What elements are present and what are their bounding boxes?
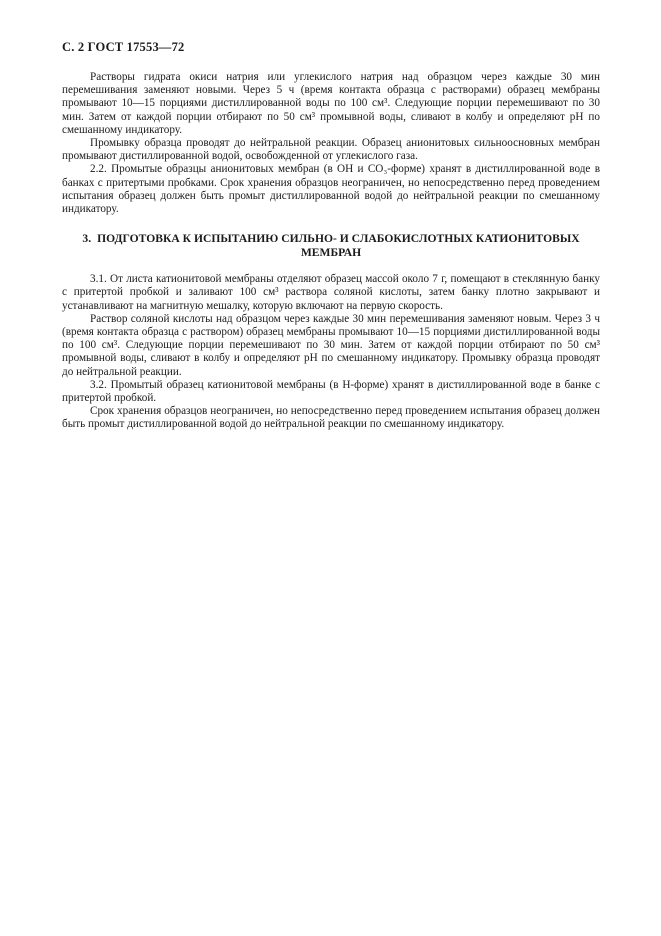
running-header: С. 2 ГОСТ 17553—72 xyxy=(62,40,185,54)
paragraph-3-2-storage: Срок хранения образцов неограничен, но непосредственно перед проведением испытания образец должен быть промыт дистиллированной водой до нейтральной реакции по смешанному индикатору. xyxy=(62,405,600,431)
paragraph-2-1-rinse: Промывку образца проводят до нейтральной реакции. Образец анионитовых сильноосновных мембран промывают дистиллированной водой, освобожденной от углекислого газа. xyxy=(62,137,600,163)
paragraph-3-1-continued: Раствор соляной кислоты над образцом через каждые 30 мин перемешивания заменяют новым. Через 3 ч (время контакта образца с раствором) образец мембраны промывают 10—15 порциями дистиллированной воды по 100 см³. Следующие порции перемешивают по 30 мин. Затем от каждой порции отбирают по 50 см³ промывной воды, сливают в колбу и определяют pH по смешанному индикатору. Промывку образца проводят до нейтральной реакции. xyxy=(62,312,600,378)
section-3-heading xyxy=(62,232,600,259)
document-body xyxy=(62,71,600,432)
paragraph-3-1: 3.1. От листа катионитовой мембраны отделяют образец массой около 7 г, помещают в стеклянную банку с притертой пробкой и заливают 100 см³ раствора соляной кислоты, затем банку плотно закрывают и устанавливают на магнитную мешалку, которую включают на первую скорость. xyxy=(62,273,600,312)
paragraph-2-1-continued: Растворы гидрата окиси натрия или углекислого натрия над образцом через каждые 30 мин перемешивания заменяют новыми. Через 5 ч (время контакта образца с растворами) образец мембраны промывают 10—15 порциями дистиллированной воды по 100 см³. Следующие порции перемешивают по 30 мин. Затем от каждой порции отбирают по 50 см³ промывной воды, сливают в колбу и определяют pH по смешанному индикатору. xyxy=(62,71,600,136)
paragraph-2-2: 2.2. Промытые образцы анионитовых мембран (в ОН и СО₃-форме) хранят в дистиллированной воде в банках с притертыми пробками. Срок хранения образцов неограничен, но непосредственно перед проведением испытания образец должен быть промыт дистиллированной водой до нейтральной реакции по смешанному индикатору. xyxy=(62,163,600,216)
section-3-number: 3. xyxy=(82,232,92,246)
section-3-title: ПОДГОТОВКА К ИСПЫТАНИЮ СИЛЬНО- И СЛАБОКИСЛОТНЫХ КАТИОНИТОВЫХ МЕМБРАН xyxy=(97,232,580,259)
paragraph-3-2: 3.2. Промытый образец катионитовой мембраны (в Н-форме) хранят в дистиллированной воде в банке с притертой пробкой. xyxy=(62,378,600,405)
